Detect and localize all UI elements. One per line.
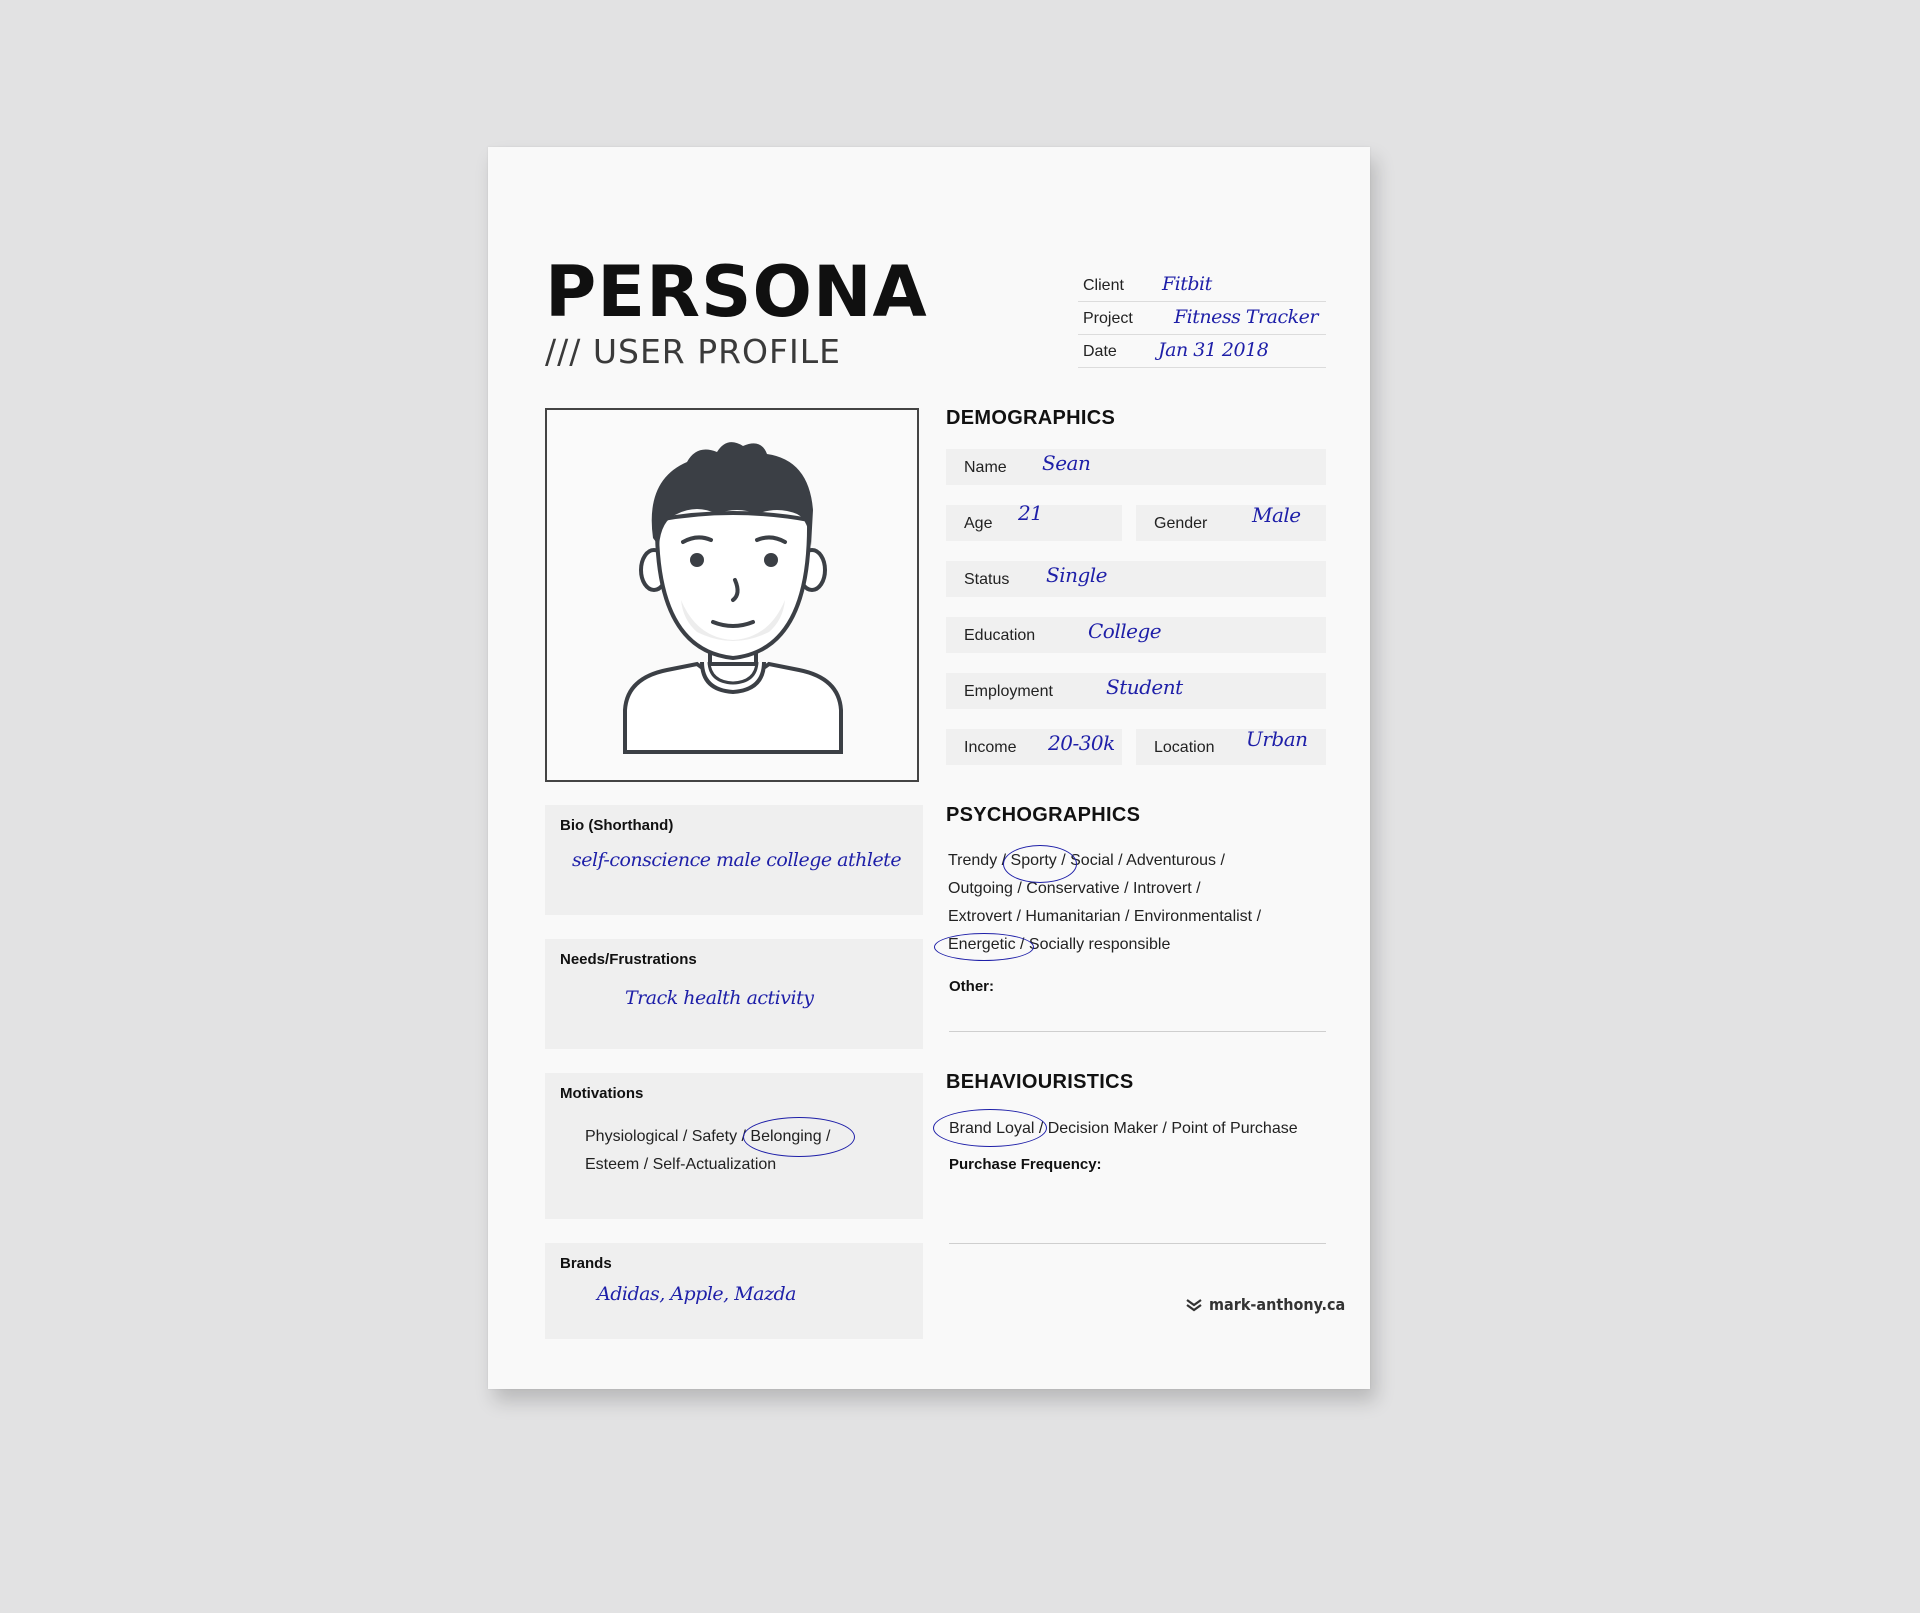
logo-mark-icon (1185, 1297, 1203, 1313)
needs-value: Track health activity (625, 987, 814, 1009)
psy-energetic: Energetic (948, 936, 1016, 953)
page-subtitle: /// USER PROFILE (545, 332, 841, 371)
education-label: Education (964, 627, 1036, 644)
status-label: Status (964, 571, 1010, 588)
sporty-circle (1003, 845, 1077, 883)
energetic-circle (934, 933, 1034, 961)
psy-sporty: Sporty (1010, 852, 1057, 869)
behaviouristics-divider (949, 1243, 1326, 1244)
brand-loyal-option: Brand Loyal (949, 1120, 1035, 1137)
needs-title: Needs/Frustrations (560, 951, 697, 968)
employment-label: Employment (964, 683, 1053, 700)
name-field (946, 449, 1326, 485)
client-value: Fitbit (1162, 273, 1212, 295)
income-value: 20-30k (1048, 731, 1115, 755)
location-label: Location (1154, 739, 1215, 756)
persona-photo (545, 408, 919, 782)
brands-title: Brands (560, 1255, 612, 1272)
psychographics-line-2: Outgoing / Conservative / Introvert / (948, 880, 1201, 897)
motivations-line-2: Esteem / Self-Actualization (585, 1156, 777, 1173)
meta-block (1078, 269, 1326, 368)
motivations-line-1: Physiological / Safety / Belonging / (585, 1128, 831, 1145)
behaviouristics-title: BEHAVIOURISTICS (946, 1071, 1134, 1093)
meta-date (1078, 335, 1326, 368)
bio-title: Bio (Shorthand) (560, 817, 674, 834)
education-field (946, 617, 1326, 653)
bio-value: self-conscience male college athlete (572, 849, 902, 871)
meta-client (1078, 269, 1326, 302)
education-value: College (1088, 619, 1162, 643)
psy-line1-a: Trendy / (948, 852, 1011, 869)
psychographics-title: PSYCHOGRAPHICS (946, 804, 1141, 826)
other-label: Other: (949, 978, 994, 995)
psy-line4-b: / Socially responsible (1015, 936, 1171, 953)
psychographics-divider (949, 1031, 1326, 1032)
psy-line1-b: / Social / Adventurous / (1056, 852, 1225, 869)
name-label: Name (964, 459, 1007, 476)
status-value: Single (1046, 563, 1108, 587)
project-value: Fitness Tracker (1174, 306, 1318, 328)
age-value: 21 (1018, 501, 1043, 525)
brands-value: Adidas, Apple, Mazda (597, 1283, 797, 1305)
employment-value: Student (1106, 675, 1183, 699)
date-label: Date (1083, 343, 1117, 360)
page-title: PERSONA (545, 251, 928, 333)
needs-card (545, 939, 923, 1049)
motivations-title: Motivations (560, 1085, 644, 1102)
brand-loyal-circle (933, 1109, 1047, 1147)
age-label: Age (964, 515, 993, 532)
meta-project (1078, 302, 1326, 335)
income-label: Income (964, 739, 1017, 756)
client-label: Client (1083, 277, 1124, 294)
psychographics-line-3: Extrovert / Humanitarian / Environmentalist / (948, 908, 1262, 925)
location-field (1136, 729, 1326, 765)
date-value: Jan 31 2018 (1158, 339, 1269, 361)
demographics-title: DEMOGRAPHICS (946, 407, 1116, 429)
gender-value: Male (1252, 503, 1301, 527)
income-field (946, 729, 1122, 765)
male-avatar-icon (547, 410, 917, 780)
location-value: Urban (1246, 727, 1308, 751)
gender-label: Gender (1154, 515, 1208, 532)
brands-card (545, 1243, 923, 1339)
persona-sheet (488, 147, 1370, 1389)
age-field (946, 501, 1122, 541)
gender-field (1136, 505, 1326, 541)
footer-credit (1185, 1295, 1345, 1314)
purchase-frequency-label: Purchase Frequency: (949, 1156, 1102, 1173)
bio-card (545, 805, 923, 915)
footer-site[interactable]: mark-anthony.ca (1209, 1295, 1346, 1314)
status-field (946, 561, 1326, 597)
name-value: Sean (1042, 451, 1091, 475)
motivations-card (545, 1073, 923, 1219)
belonging-circle (743, 1117, 855, 1157)
employment-field (946, 673, 1326, 709)
project-label: Project (1083, 310, 1133, 327)
behaviouristics-rest: / Decision Maker / Point of Purchase (1034, 1120, 1298, 1137)
